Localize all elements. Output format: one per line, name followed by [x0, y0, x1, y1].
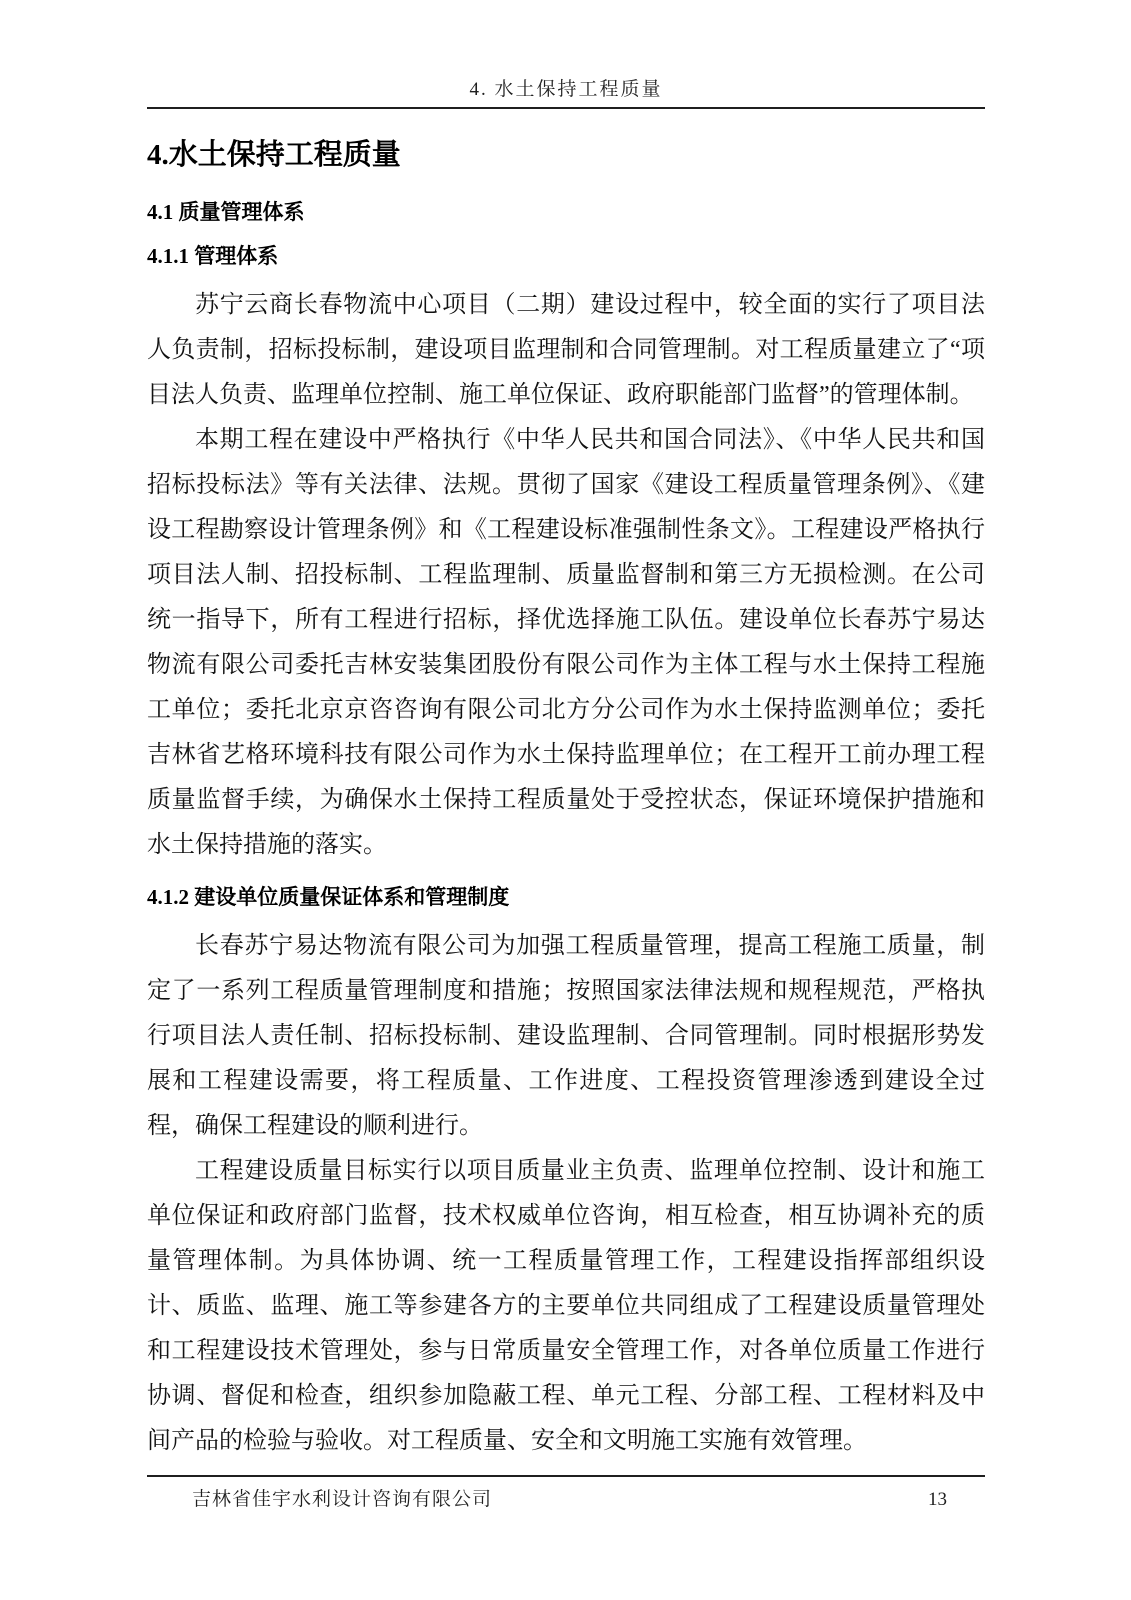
- footer-page-number: 13: [928, 1489, 947, 1510]
- header-title: 4. 水土保持工程质量: [469, 79, 663, 100]
- subsection-heading-4-1-1: 4.1.1 管理体系: [147, 244, 279, 268]
- footer-company: 吉林省佳宇水利设计咨询有限公司: [192, 1489, 493, 1510]
- page-header: [147, 0, 985, 109]
- paragraph-4: 工程建设质量目标实行以项目质量业主负责、监理单位控制、设计和施工单位保证和政府部门监督，技术权威单位咨询，相互检查，相互协调补充的质量管理体制。为具体协调、统一工程质量管理工作，工程建设指挥部组织设计、质监、监理、施工等参建各方的主要单位共同组成了工程建设质量管理处和工程建设技术管理处，参与日常质量安全管理工作，对各单位质量工作进行协调、督促和检查，组织参加隐蔽工程、单元工程、分部工程、工程材料及中间产品的检验与验收。对工程质量、安全和文明施工实施有效管理。: [147, 1158, 985, 1454]
- chapter-title: 4.水土保持工程质量: [147, 139, 401, 171]
- page-footer: [147, 1475, 985, 1511]
- subsection-heading-4-1-2: 4.1.2 建设单位质量保证体系和管理制度: [147, 885, 510, 909]
- paragraph-1: 苏宁云商长春物流中心项目（二期）建设过程中，较全面的实行了项目法人负责制，招标投标制，建设项目监理制和合同管理制。对工程质量建立了“项目法人负责、监理单位控制、施工单位保证、政府职能部门监督”的管理体制。: [147, 292, 985, 408]
- paragraph-2: 本期工程在建设中严格执行《中华人民共和国合同法》、《中华人民共和国招标投标法》等有关法律、法规。贯彻了国家《建设工程质量管理条例》、《建设工程勘察设计管理条例》和《工程建设标准强制性条文》。工程建设严格执行项目法人制、招投标制、工程监理制、质量监督制和第三方无损检测。在公司统一指导下，所有工程进行招标，择优选择施工队伍。建设单位长春苏宁易达物流有限公司委托吉林安装集团股份有限公司作为主体工程与水土保持工程施工单位；委托北京京咨咨询有限公司北方分公司作为水土保持监测单位；委托吉林省艺格环境科技有限公司作为水土保持监理单位；在工程开工前办理工程质量监督手续，为确保水土保持工程质量处于受控状态，保证环境保护措施和水土保持措施的落实。: [147, 427, 985, 858]
- page-content: [147, 135, 985, 1464]
- section-heading-4-1: 4.1 质量管理体系: [147, 200, 305, 224]
- paragraph-3: 长春苏宁易达物流有限公司为加强工程质量管理，提高工程施工质量，制定了一系列工程质量管理制度和措施；按照国家法律法规和规程规范，严格执行项目法人责任制、招标投标制、建设监理制、合同管理制。同时根据形势发展和工程建设需要，将工程质量、工作进度、工程投资管理渗透到建设全过程，确保工程建设的顺利进行。: [147, 933, 985, 1139]
